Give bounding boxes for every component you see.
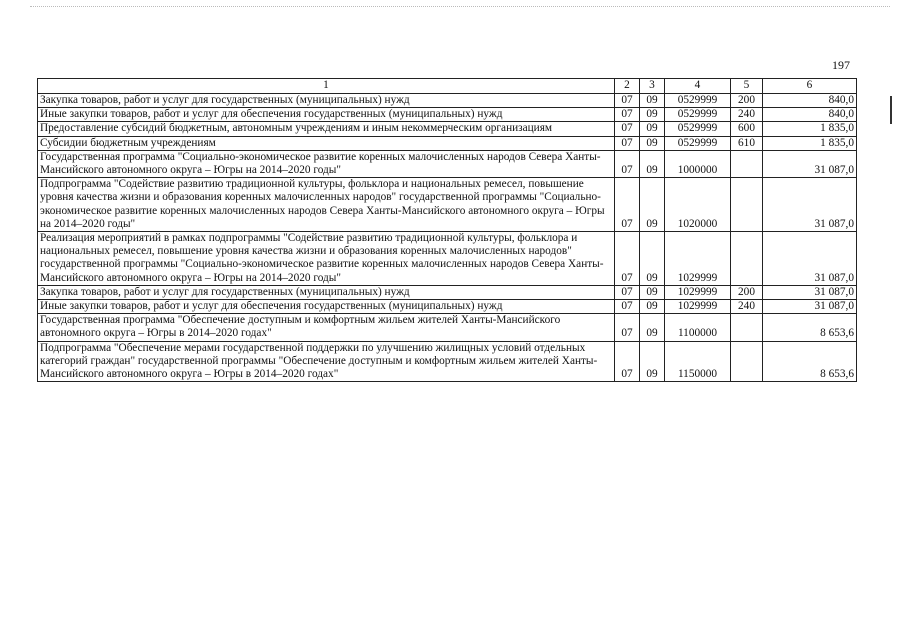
row-target-article: 0529999 — [665, 94, 731, 108]
table-header-row — [38, 79, 857, 94]
row-target-article: 0529999 — [665, 108, 731, 122]
table-row — [38, 341, 857, 382]
table-row — [38, 300, 857, 314]
column-header: 3 — [640, 79, 665, 94]
row-expense-type: 200 — [731, 94, 763, 108]
table-row — [38, 232, 857, 286]
row-target-article: 1029999 — [665, 232, 731, 286]
table-row — [38, 314, 857, 341]
row-amount: 1 835,0 — [763, 136, 857, 150]
row-expense-type: 600 — [731, 122, 763, 136]
row-section: 07 — [615, 136, 640, 150]
row-amount: 1 835,0 — [763, 122, 857, 136]
row-target-article: 1029999 — [665, 285, 731, 299]
row-name: Государственная программа "Обеспечение доступным и комфортным жильем жителей Ханты-Мансийского автономного округа – Югры в 2014–2020 годах" — [38, 314, 615, 341]
row-target-article: 1150000 — [665, 341, 731, 382]
row-section: 07 — [615, 178, 640, 232]
table-row — [38, 94, 857, 108]
row-section: 07 — [615, 341, 640, 382]
row-amount: 31 087,0 — [763, 300, 857, 314]
row-name: Подпрограмма "Обеспечение мерами государственной поддержки по улучшению жилищных условий отдельных категорий граждан" государственной программы "Обеспечение доступным и комфортным жильем жителей Ханты-Мансийского автономного округа – Югры в 2014–2020 годах" — [38, 341, 615, 382]
row-expense-type: 610 — [731, 136, 763, 150]
column-header: 2 — [615, 79, 640, 94]
row-name: Подпрограмма "Содействие развитию традиционной культуры, фольклора и национальных ремесел, повышение уровня качества жизни и образования коренных малочисленных народов" государственной программы "Социально-экономическое развитие коренных малочисленных народов Севера Ханты-Мансийского автономного округа – Югры на 2014–2020 годы" — [38, 178, 615, 232]
row-expense-type: 240 — [731, 300, 763, 314]
row-target-article: 1000000 — [665, 150, 731, 177]
row-subsection: 09 — [640, 94, 665, 108]
table-row — [38, 122, 857, 136]
row-amount: 840,0 — [763, 94, 857, 108]
row-section: 07 — [615, 314, 640, 341]
column-header: 1 — [38, 79, 615, 94]
row-expense-type: 240 — [731, 108, 763, 122]
table-row — [38, 136, 857, 150]
row-amount: 8 653,6 — [763, 341, 857, 382]
row-subsection: 09 — [640, 300, 665, 314]
row-expense-type — [731, 178, 763, 232]
table-row — [38, 178, 857, 232]
budget-table — [37, 78, 857, 382]
row-amount: 31 087,0 — [763, 178, 857, 232]
row-amount: 31 087,0 — [763, 285, 857, 299]
row-expense-type — [731, 232, 763, 286]
row-name: Иные закупки товаров, работ и услуг для обеспечения государственных (муниципальных) нужд — [38, 108, 615, 122]
row-section: 07 — [615, 122, 640, 136]
row-subsection: 09 — [640, 232, 665, 286]
row-amount: 840,0 — [763, 108, 857, 122]
row-name: Закупка товаров, работ и услуг для государственных (муниципальных) нужд — [38, 285, 615, 299]
scan-edge-line — [30, 6, 890, 8]
page-number: 197 — [832, 58, 850, 72]
scan-margin-mark — [890, 96, 892, 124]
row-subsection: 09 — [640, 285, 665, 299]
row-subsection: 09 — [640, 108, 665, 122]
row-section: 07 — [615, 285, 640, 299]
row-expense-type — [731, 150, 763, 177]
row-section: 07 — [615, 94, 640, 108]
row-section: 07 — [615, 232, 640, 286]
row-expense-type — [731, 341, 763, 382]
row-subsection: 09 — [640, 122, 665, 136]
row-target-article: 1020000 — [665, 178, 731, 232]
row-name: Предоставление субсидий бюджетным, автономным учреждениям и иным некоммерческим организациям — [38, 122, 615, 136]
column-header: 6 — [763, 79, 857, 94]
row-amount: 8 653,6 — [763, 314, 857, 341]
table-row — [38, 285, 857, 299]
row-target-article: 0529999 — [665, 122, 731, 136]
row-subsection: 09 — [640, 341, 665, 382]
row-section: 07 — [615, 150, 640, 177]
row-subsection: 09 — [640, 178, 665, 232]
row-name: Субсидии бюджетным учреждениям — [38, 136, 615, 150]
row-section: 07 — [615, 108, 640, 122]
row-name: Государственная программа "Социально-экономическое развитие коренных малочисленных народов Севера Ханты-Мансийского автономного округа – Югры на 2014–2020 годы" — [38, 150, 615, 177]
table-row — [38, 150, 857, 177]
row-amount: 31 087,0 — [763, 232, 857, 286]
row-target-article: 1100000 — [665, 314, 731, 341]
table-row — [38, 108, 857, 122]
column-header: 4 — [665, 79, 731, 94]
row-expense-type: 200 — [731, 285, 763, 299]
row-target-article: 1029999 — [665, 300, 731, 314]
row-subsection: 09 — [640, 150, 665, 177]
row-name: Реализация мероприятий в рамках подпрограммы "Содействие развитию традиционной культуры, фольклора и национальных ремесел, повышение уровня качества жизни и образования коренных малочисленных народов" государственной программы "Социально-экономическое развитие коренных малочисленных народов Севера Ханты-Мансийского автономного округа – Югры на 2014–2020 годы" — [38, 232, 615, 286]
row-subsection: 09 — [640, 136, 665, 150]
row-target-article: 0529999 — [665, 136, 731, 150]
column-header: 5 — [731, 79, 763, 94]
row-name: Иные закупки товаров, работ и услуг для обеспечения государственных (муниципальных) нужд — [38, 300, 615, 314]
row-subsection: 09 — [640, 314, 665, 341]
row-name: Закупка товаров, работ и услуг для государственных (муниципальных) нужд — [38, 94, 615, 108]
row-amount: 31 087,0 — [763, 150, 857, 177]
row-expense-type — [731, 314, 763, 341]
row-section: 07 — [615, 300, 640, 314]
